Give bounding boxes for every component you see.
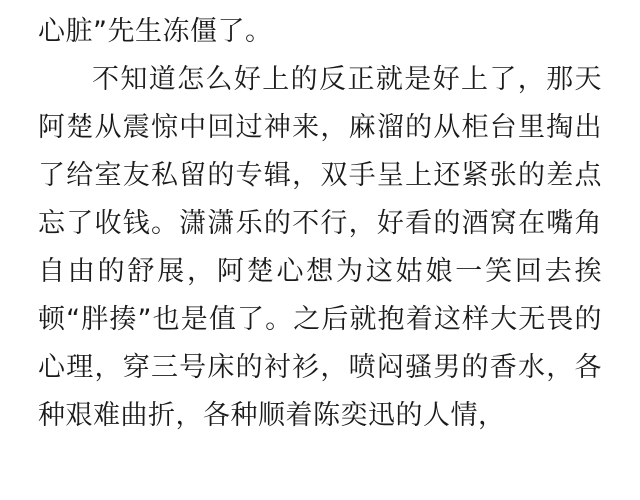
document-text-body	[38, 0, 602, 440]
paragraph-1: 心脏”先生冻僵了。	[38, 16, 273, 47]
paragraph-2: 不知道怎么好上的反正就是好上了，那天阿楚从震惊中回过神来，麻溜的从柜台里掏出了给室友私留的专辑，双手呈上还紧张的差点忘了收钱。潇潇乐的不行，好看的酒窝在嘴角自由的舒展，阿楚心想为这姑娘一笑回去挨顿“胖揍”也是值了。之后就抱着这样大无畏的心理，穿三号床的衬衫，喷闷骚男的香水，各种艰难曲折，各种顺着陈奕迅的人情，	[38, 64, 602, 431]
